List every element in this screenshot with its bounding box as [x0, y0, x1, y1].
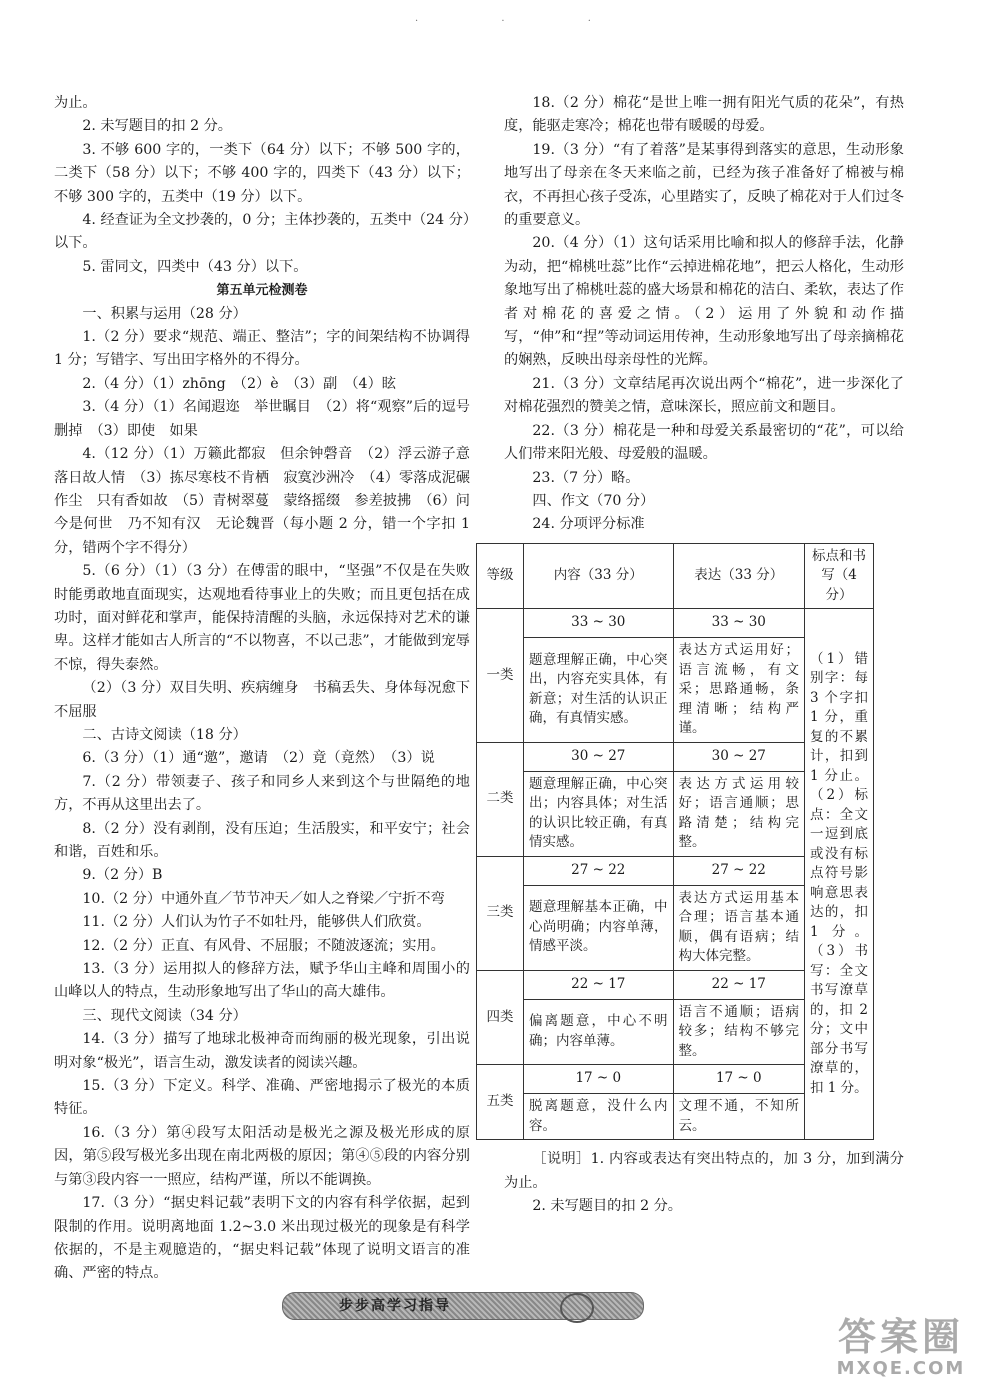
content-criteria: 题意理解正确，中心突出；内容具体；对生活的认识比较正确，有真情实感。 — [524, 771, 674, 856]
answer-paragraph: 一、积累与运用（28 分） — [82, 305, 247, 322]
watermark-line1: 答案圈 — [837, 1315, 964, 1359]
answer-paragraph: 2. 未写题目的扣 2 分。 — [532, 1198, 682, 1215]
watermark-logo — [826, 1316, 976, 1382]
content-range: 22 ~ 17 — [524, 970, 674, 999]
answer-paragraph: 20.（4 分）（1）这句话采用比喻和拟人的修辞手法，化静为动，把“棉桃吐蕊”比作“云掉进棉花地”，把云人格化，生动形象地写出了棉桃吐蕊的盛大场景和棉花的洁白、柔软，表达了作者对棉花的喜爱之情。（2）运用了外貌和动作描写，“伸”和“捏”等动词运用传神，生动形象地写出了母亲摘棉花的娴熟，反映出母亲母性的光辉。 — [504, 235, 904, 369]
grade-level: 二类 — [477, 742, 524, 856]
answer-paragraph: 为止。 — [54, 95, 97, 111]
footer-swirl-icon — [560, 1293, 594, 1323]
grade-level: 三类 — [477, 856, 524, 970]
top-scan-dots: · · · — [415, 16, 631, 27]
answer-paragraph: 3. 不够 600 字的，一类下（64 分）以下；不够 500 字的，二类下（58 分）以下；不够 400 字的，四类下（43 分）以下；不够 300 字的，五类中（19 分）以下。 — [54, 141, 470, 205]
answer-paragraph: 5. 雷同文，四类中（43 分）以下。 — [82, 258, 308, 275]
table-notes — [504, 1148, 904, 1218]
expression-range: 17 ~ 0 — [673, 1065, 804, 1094]
answer-paragraph: 二、古诗文阅读（18 分） — [82, 726, 247, 743]
header-expression: 表达（33 分） — [673, 543, 804, 609]
answer-paragraph: 5.（6 分）（1）（3 分）在傅雷的眼中，“坚强”不仅是在失败时能勇敢地直面现实，达观地看待事业上的失败；而且更包括在成功时，面对鲜花和掌声，能保持清醒的头脑，永远保持对艺术的谦卑。这样才能如古人所言的“不以物喜，不以己悲”，才能做到宠辱不惊，得失泰然。 — [54, 563, 470, 673]
expression-criteria: 文理不通，不知所云。 — [673, 1094, 804, 1140]
content-range: 27 ~ 22 — [524, 856, 674, 885]
grading-table — [476, 543, 874, 1141]
grade-level: 一类 — [477, 609, 524, 743]
answer-paragraph: 4. 经查证为全文抄袭的，0 分；主体抄袭的，五类中（24 分）以下。 — [54, 212, 470, 252]
expression-range: 27 ~ 22 — [673, 856, 804, 885]
answer-paragraph: 3.（4 分）（1）名闻遐迩 举世瞩目 （2）将“观察”后的逗号删掉 （3）即使 如果 — [54, 399, 470, 439]
answer-paragraph: 四、作文（70 分） — [532, 492, 655, 509]
expression-range: 33 ~ 30 — [673, 609, 804, 638]
content-range: 17 ~ 0 — [524, 1065, 674, 1094]
right-paragraphs — [504, 92, 904, 537]
answer-paragraph: 12.（2 分）正直、有风骨、不屈服；不随波逐流；实用。 — [82, 937, 445, 954]
answer-paragraph: 8.（2 分）没有剥削，没有压迫；生活殷实，和平安宁；社会和谐，百姓和乐。 — [54, 820, 470, 860]
header-level: 等级 — [477, 543, 524, 609]
grade-level: 四类 — [477, 970, 524, 1065]
section-heading: 第五单元检测卷 — [216, 283, 308, 299]
answer-paragraph: 7.（2 分）带领妻子、孩子和同乡人来到这个与世隔绝的地方，不再从这里出去了。 — [54, 773, 470, 814]
grade-range-row — [477, 609, 874, 638]
answer-paragraph: 9.（2 分）B — [82, 867, 163, 884]
expression-criteria: 语言不通顺；语病较多；结构不够完整。 — [673, 999, 804, 1065]
answer-paragraph: 17.（3 分）“据史料记载”表明下文的内容有科学依据，起到限制的作用。说明离地面 1.2~3.0 米出现过极光的现象是有科学依据的，不是主观臆造的，“据史料记载”体现了说明文语言的准确、严密的特点。 — [54, 1195, 470, 1282]
answer-paragraph: 三、现代文阅读（34 分） — [82, 1007, 247, 1024]
answer-paragraph: 22.（3 分）棉花是一种和母爱关系最密切的“花”，可以给人们带来阳光般、母爱般的温暖。 — [504, 422, 904, 463]
answer-paragraph: 6.（3 分）（1）通“邀”，邀请 （2）竟（竟然） （3）说 — [82, 750, 435, 767]
header-content: 内容（33 分） — [524, 543, 674, 609]
footer-banner-text: 步步高学习指导 — [339, 1298, 451, 1314]
answer-paragraph: 11.（2 分）人们认为竹子不如牡丹，能够供人们欣赏。 — [82, 914, 431, 931]
expression-range: 30 ~ 27 — [673, 742, 804, 771]
answer-paragraph: 14.（3 分）描写了地球北极神奇而绚丽的极光现象，引出说明对象“极光”，语言生动，激发读者的阅读兴趣。 — [54, 1031, 470, 1071]
right-column — [486, 92, 904, 1218]
answer-paragraph: 2.（4 分）（1）zhōng （2）è （3）副 （4）眩 — [82, 375, 396, 392]
header-punctuation: 标点和书写（4 分） — [805, 543, 874, 609]
answer-paragraph: 21.（3 分）文章结尾再次说出两个“棉花”，进一步深化了对棉花强烈的赞美之情，意味深长，照应前文和题目。 — [504, 375, 904, 416]
answer-paragraph: 16.（3 分）第④段写太阳活动是极光之源及极光形成的原因，第⑤段写极光多出现在南北两极的原因；第④⑤段的内容分别与第③段内容一一照应，结构严谨，所以不能调换。 — [54, 1124, 470, 1188]
answer-paragraph: 10.（2 分）中通外直／节节冲天／如人之脊梁／宁折不弯 — [82, 890, 445, 907]
content-criteria: 脱离题意，没什么内容。 — [524, 1094, 674, 1140]
answer-paragraph: 23.（7 分）略。 — [532, 469, 640, 486]
answer-paragraph: 2. 未写题目的扣 2 分。 — [82, 118, 232, 135]
content-criteria: 题意理解正确，中心突出，内容充实具体，有新意；对生活的认识正确，有真情实感。 — [524, 638, 674, 743]
answer-paragraph: 18.（2 分）棉花“是世上唯一拥有阳光气质的花朵”，有热度，能驱走寒冷；棉花也带有暖暖的母爱。 — [504, 95, 904, 135]
expression-criteria: 表达方式运用基本合理；语言基本通顺，偶有语病；结构大体完整。 — [673, 885, 804, 970]
expression-criteria: 表达方式运用好；语言流畅，有文采；思路通畅，条理清晰；结构严谨。 — [673, 638, 804, 743]
answer-paragraph: ［说明］1. 内容或表达有突出特点的，加 3 分，加到满分为止。 — [504, 1151, 904, 1191]
answer-paragraph: （2）（3 分）双目失明、疾病缠身 书稿丢失、身体每况愈下不屈服 — [54, 680, 470, 720]
content-range: 33 ~ 30 — [524, 609, 674, 638]
grading-table-header — [477, 543, 874, 609]
answer-paragraph: 4.（12 分）（1）万籁此都寂 但余钟磬音 （2）浮云游子意 落日故人情 （3）拣尽寒枝不肯栖 寂寞沙洲冷 （4）零落成泥碾作尘 只有香如故 （5）青树翠蔓 蒙络摇缀 参差披拂 （6）问今是何世 乃不知有汉 无论魏晋（每小题 2 分，错一个字扣 1 分，错两个字不得分） — [54, 446, 485, 556]
answer-paragraph: 24. 分项评分标准 — [532, 516, 645, 533]
expression-range: 22 ~ 17 — [673, 970, 804, 999]
punctuation-criteria: （1）错别字：每 3 个字扣 1 分，重复的不累计，扣到 1 分止。（2）标点：全文一逗到底或没有标点符号影响意思表达的，扣 1 分。（3）书写：全文书写潦草的，扣 2 分；文中部分书写潦草的，扣 1 分。 — [805, 609, 874, 1140]
answer-paragraph: 19.（3 分）“有了着落”是某事得到落实的意思，生动形象地写出了母亲在冬天来临之前，已经为孩子准备好了棉被与棉衣，不再担心孩子受冻，心里踏实了，反映了棉花对于人们过冬的重要意义。 — [504, 141, 904, 229]
left-column — [54, 92, 485, 1286]
content-criteria: 偏离题意，中心不明确；内容单薄。 — [524, 999, 674, 1065]
answer-paragraph: 1.（2 分）要求“规范、端正、整洁”；字的间架结构不协调得 1 分；写错字、写出田字格外的不得分。 — [54, 329, 470, 369]
grade-level: 五类 — [477, 1065, 524, 1140]
content-criteria: 题意理解基本正确，中心尚明确；内容单薄，情感平淡。 — [524, 885, 674, 970]
expression-criteria: 表达方式运用较好；语言通顺；思路清楚；结构完整。 — [673, 771, 804, 856]
answer-paragraph: 13.（3 分）运用拟人的修辞方法，赋予华山主峰和周围小的山峰以人的特点，生动形象地写出了华山的高大雄伟。 — [54, 961, 470, 1001]
content-range: 30 ~ 27 — [524, 742, 674, 771]
watermark-line2: MXQE.COM — [836, 1358, 966, 1379]
answer-paragraph: 15.（3 分）下定义。科学、准确、严密地揭示了极光的本质特征。 — [54, 1078, 470, 1118]
